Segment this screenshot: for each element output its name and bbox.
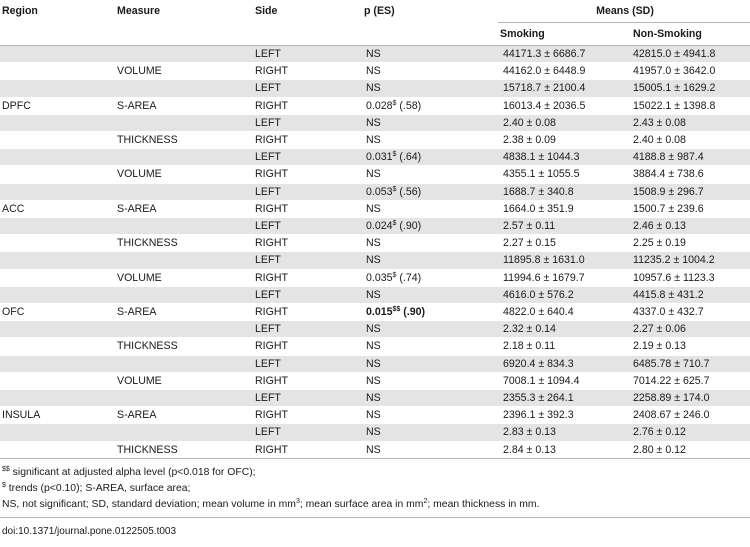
cell-side: LEFT: [253, 252, 362, 269]
cell-region: [0, 183, 115, 200]
cell-side: LEFT: [253, 80, 362, 97]
table-row: [0, 218, 750, 235]
cell-smoking: 2.83 ± 0.13: [498, 424, 631, 441]
cell-side: RIGHT: [253, 269, 362, 286]
cell-measure: S-AREA: [115, 407, 253, 424]
cell-side: RIGHT: [253, 441, 362, 458]
table-row: [0, 132, 750, 149]
cell-smoking: 16013.4 ± 2036.5: [498, 97, 631, 114]
cell-measure: [115, 183, 253, 200]
cell-p-es: [362, 338, 498, 355]
cell-smoking: 2396.1 ± 392.3: [498, 407, 631, 424]
cell-nonsmoking: 1500.7 ± 239.6: [631, 200, 750, 217]
cell-p-es: [362, 46, 498, 63]
header-p: p (ES): [364, 5, 395, 18]
effect-size: (.90): [396, 220, 422, 233]
cell-smoking: 4822.0 ± 640.4: [498, 304, 631, 321]
p-value: NS: [366, 426, 381, 439]
p-value: 0.024: [366, 220, 393, 233]
cell-side: RIGHT: [253, 97, 362, 114]
table-row: [0, 269, 750, 286]
cell-region: [0, 424, 115, 441]
cell-region: [0, 218, 115, 235]
cell-smoking: 11895.8 ± 1631.0: [498, 252, 631, 269]
cell-measure: [115, 424, 253, 441]
cell-nonsmoking: 4188.8 ± 987.4: [631, 149, 750, 166]
p-marker: $: [392, 185, 397, 193]
p-value: NS: [366, 237, 381, 250]
cell-smoking: 44162.0 ± 6448.9: [498, 63, 631, 80]
cell-p-es: [362, 441, 498, 458]
table-row: [0, 252, 750, 269]
cell-region: OFC: [0, 304, 115, 321]
p-marker: $: [392, 99, 397, 107]
cell-smoking: 2.57 ± 0.11: [498, 218, 631, 235]
effect-size: (.64): [396, 151, 422, 164]
table-row: [0, 183, 750, 200]
table-row: [0, 235, 750, 252]
cell-nonsmoking: 2.19 ± 0.13: [631, 338, 750, 355]
p-value: NS: [366, 409, 381, 422]
header-means: Means (SD): [498, 0, 750, 23]
cell-measure: [115, 114, 253, 131]
cell-region: [0, 441, 115, 458]
cell-p-es: [362, 286, 498, 303]
cell-measure: [115, 355, 253, 372]
doi-link[interactable]: doi:10.1371/journal.pone.0122505.t003: [2, 525, 177, 537]
cell-region: [0, 321, 115, 338]
cell-measure: VOLUME: [115, 63, 253, 80]
p-value: NS: [366, 254, 381, 267]
cell-region: [0, 114, 115, 131]
cell-measure: THICKNESS: [115, 235, 253, 252]
p-value: NS: [366, 82, 381, 95]
table-row: [0, 149, 750, 166]
cell-smoking: 2.32 ± 0.14: [498, 321, 631, 338]
table-row: [0, 372, 750, 389]
cell-side: LEFT: [253, 114, 362, 131]
cell-measure: [115, 252, 253, 269]
cell-nonsmoking: 2.27 ± 0.06: [631, 321, 750, 338]
cell-measure: VOLUME: [115, 372, 253, 389]
cell-p-es: [362, 390, 498, 407]
cell-p-es: [362, 63, 498, 80]
cell-smoking: 44171.3 ± 6686.7: [498, 46, 631, 63]
cell-measure: [115, 218, 253, 235]
cell-p-es: [362, 252, 498, 269]
doi-rule: [0, 517, 750, 518]
cell-p-es: [362, 355, 498, 372]
cell-smoking: 2.84 ± 0.13: [498, 441, 631, 458]
cell-region: [0, 132, 115, 149]
cell-smoking: 11994.6 ± 1679.7: [498, 269, 631, 286]
cell-p-es: [362, 407, 498, 424]
cell-p-es: [362, 149, 498, 166]
p-value: 0.031: [366, 151, 393, 164]
cell-smoking: 1664.0 ± 351.9: [498, 200, 631, 217]
cell-p-es: [362, 269, 498, 286]
p-value: NS: [366, 202, 381, 215]
cell-region: [0, 63, 115, 80]
table-row: [0, 46, 750, 63]
cell-nonsmoking: 15005.1 ± 1629.2: [631, 80, 750, 97]
cell-side: RIGHT: [253, 304, 362, 321]
cell-smoking: 15718.7 ± 2100.4: [498, 80, 631, 97]
cell-measure: [115, 321, 253, 338]
p-marker: $: [392, 220, 397, 228]
cell-smoking: 2.27 ± 0.15: [498, 235, 631, 252]
cell-smoking: 4355.1 ± 1055.5: [498, 166, 631, 183]
cell-nonsmoking: 4415.8 ± 431.2: [631, 286, 750, 303]
header-nonsmoking: Non-Smoking: [631, 23, 750, 46]
cell-nonsmoking: 2.40 ± 0.08: [631, 132, 750, 149]
cell-p-es: [362, 424, 498, 441]
table-row: [0, 97, 750, 114]
p-value: 0.053: [366, 185, 393, 198]
cell-side: LEFT: [253, 149, 362, 166]
cell-side: LEFT: [253, 321, 362, 338]
p-value: NS: [366, 116, 381, 129]
effect-size: (.90): [400, 306, 426, 319]
p-value: NS: [366, 323, 381, 336]
cell-p-es: [362, 218, 498, 235]
cell-measure: VOLUME: [115, 166, 253, 183]
cell-smoking: 1688.7 ± 340.8: [498, 183, 631, 200]
p-value: NS: [366, 392, 381, 405]
p-value: NS: [366, 48, 381, 60]
table-row: [0, 390, 750, 407]
cell-nonsmoking: 2408.67 ± 246.0: [631, 407, 750, 424]
table-row: [0, 63, 750, 80]
cell-measure: S-AREA: [115, 304, 253, 321]
cell-region: [0, 269, 115, 286]
cell-nonsmoking: 2.25 ± 0.19: [631, 235, 750, 252]
effect-size: (.56): [396, 185, 422, 198]
cell-side: LEFT: [253, 355, 362, 372]
cell-region: DPFC: [0, 97, 115, 114]
cell-region: [0, 390, 115, 407]
p-marker: $: [392, 271, 397, 279]
cell-nonsmoking: 6485.78 ± 710.7: [631, 355, 750, 372]
p-marker: $: [392, 151, 397, 159]
cell-p-es: [362, 200, 498, 217]
cell-side: RIGHT: [253, 200, 362, 217]
cell-smoking: 6920.4 ± 834.3: [498, 355, 631, 372]
cell-nonsmoking: 15022.1 ± 1398.8: [631, 97, 750, 114]
p-value: NS: [366, 340, 381, 353]
p-value: NS: [366, 374, 381, 387]
table-row: [0, 441, 750, 458]
effect-size: (.74): [396, 271, 422, 284]
cell-measure: [115, 149, 253, 166]
cell-region: [0, 46, 115, 63]
cell-p-es: [362, 235, 498, 252]
cell-measure: VOLUME: [115, 269, 253, 286]
table-row: [0, 200, 750, 217]
cell-measure: [115, 286, 253, 303]
cell-region: ACC: [0, 200, 115, 217]
table-body: [0, 46, 750, 458]
cell-measure: THICKNESS: [115, 441, 253, 458]
cell-nonsmoking: 2.46 ± 0.13: [631, 218, 750, 235]
cell-side: RIGHT: [253, 338, 362, 355]
cell-side: RIGHT: [253, 63, 362, 80]
cell-nonsmoking: 2.43 ± 0.08: [631, 114, 750, 131]
cell-side: LEFT: [253, 424, 362, 441]
p-value: NS: [366, 168, 381, 181]
footnote-trends: $ trends (p<0.10); S-AREA, surface area;: [2, 481, 191, 494]
cell-nonsmoking: 41957.0 ± 3642.0: [631, 63, 750, 80]
cell-smoking: 2.18 ± 0.11: [498, 338, 631, 355]
header-side: Side: [255, 5, 278, 18]
table-row: [0, 166, 750, 183]
cell-side: LEFT: [253, 46, 362, 63]
p-value: NS: [366, 357, 381, 370]
cell-side: RIGHT: [253, 407, 362, 424]
table-row: [0, 80, 750, 97]
cell-region: [0, 286, 115, 303]
cell-region: [0, 149, 115, 166]
cell-measure: [115, 46, 253, 63]
footnote-significance: $$ significant at adjusted alpha level (p<0.018 for OFC);: [2, 465, 256, 478]
cell-p-es: [362, 114, 498, 131]
cell-side: LEFT: [253, 286, 362, 303]
cell-p-es: [362, 132, 498, 149]
table-row: [0, 304, 750, 321]
table-row: [0, 424, 750, 441]
cell-p-es: [362, 166, 498, 183]
cell-nonsmoking: 2.80 ± 0.12: [631, 441, 750, 458]
header-smoking: Smoking: [498, 23, 631, 46]
table-row: [0, 355, 750, 372]
cell-region: [0, 166, 115, 183]
cell-smoking: 4838.1 ± 1044.3: [498, 149, 631, 166]
cell-nonsmoking: 2.76 ± 0.12: [631, 424, 750, 441]
cell-smoking: 2355.3 ± 264.1: [498, 390, 631, 407]
cell-nonsmoking: 7014.22 ± 625.7: [631, 372, 750, 389]
cell-nonsmoking: 4337.0 ± 432.7: [631, 304, 750, 321]
cell-measure: S-AREA: [115, 97, 253, 114]
cell-nonsmoking: 1508.9 ± 296.7: [631, 183, 750, 200]
cell-smoking: 7008.1 ± 1094.4: [498, 372, 631, 389]
cell-side: RIGHT: [253, 166, 362, 183]
cell-measure: S-AREA: [115, 200, 253, 217]
table-row: [0, 338, 750, 355]
p-value: NS: [366, 288, 381, 301]
cell-smoking: 4616.0 ± 576.2: [498, 286, 631, 303]
cell-region: [0, 355, 115, 372]
cell-region: INSULA: [0, 407, 115, 424]
cell-nonsmoking: 2258.89 ± 174.0: [631, 390, 750, 407]
cell-measure: [115, 390, 253, 407]
cell-p-es: [362, 97, 498, 114]
cell-side: LEFT: [253, 183, 362, 200]
footnote-abbreviations: NS, not significant; SD, standard deviation; mean volume in $mm^3$; mean surface area in $mm^2$; mean thickness in mm.: [2, 497, 540, 510]
cell-nonsmoking: 11235.2 ± 1004.2: [631, 252, 750, 269]
p-value: NS: [366, 443, 381, 456]
cell-smoking: 2.38 ± 0.09: [498, 132, 631, 149]
cell-region: [0, 80, 115, 97]
table-row: [0, 321, 750, 338]
cell-region: [0, 338, 115, 355]
p-value: NS: [366, 65, 381, 78]
p-value: 0.028: [366, 99, 393, 112]
cell-p-es: [362, 80, 498, 97]
table-row: [0, 407, 750, 424]
cell-side: RIGHT: [253, 132, 362, 149]
cell-region: [0, 372, 115, 389]
p-value: 0.015: [366, 306, 393, 319]
cell-smoking: 2.40 ± 0.08: [498, 114, 631, 131]
cell-p-es: [362, 321, 498, 338]
cell-side: RIGHT: [253, 372, 362, 389]
cell-p-es: [362, 304, 498, 321]
header-measure: Measure: [117, 5, 160, 18]
cell-measure: [115, 80, 253, 97]
cell-p-es: [362, 372, 498, 389]
header-region: Region: [2, 5, 38, 18]
cell-p-es: [362, 183, 498, 200]
table-row: [0, 114, 750, 131]
cell-side: LEFT: [253, 390, 362, 407]
cell-nonsmoking: 3884.4 ± 738.6: [631, 166, 750, 183]
cell-measure: THICKNESS: [115, 132, 253, 149]
p-value: 0.035: [366, 271, 393, 284]
cell-side: RIGHT: [253, 235, 362, 252]
cell-side: LEFT: [253, 218, 362, 235]
table-row: [0, 286, 750, 303]
cell-nonsmoking: 42815.0 ± 4941.8: [631, 46, 750, 63]
p-marker: $$: [392, 306, 401, 314]
cell-region: [0, 252, 115, 269]
cell-measure: THICKNESS: [115, 338, 253, 355]
cell-nonsmoking: 10957.6 ± 1123.3: [631, 269, 750, 286]
p-value: NS: [366, 134, 381, 147]
cell-region: [0, 235, 115, 252]
effect-size: (.58): [396, 99, 422, 112]
